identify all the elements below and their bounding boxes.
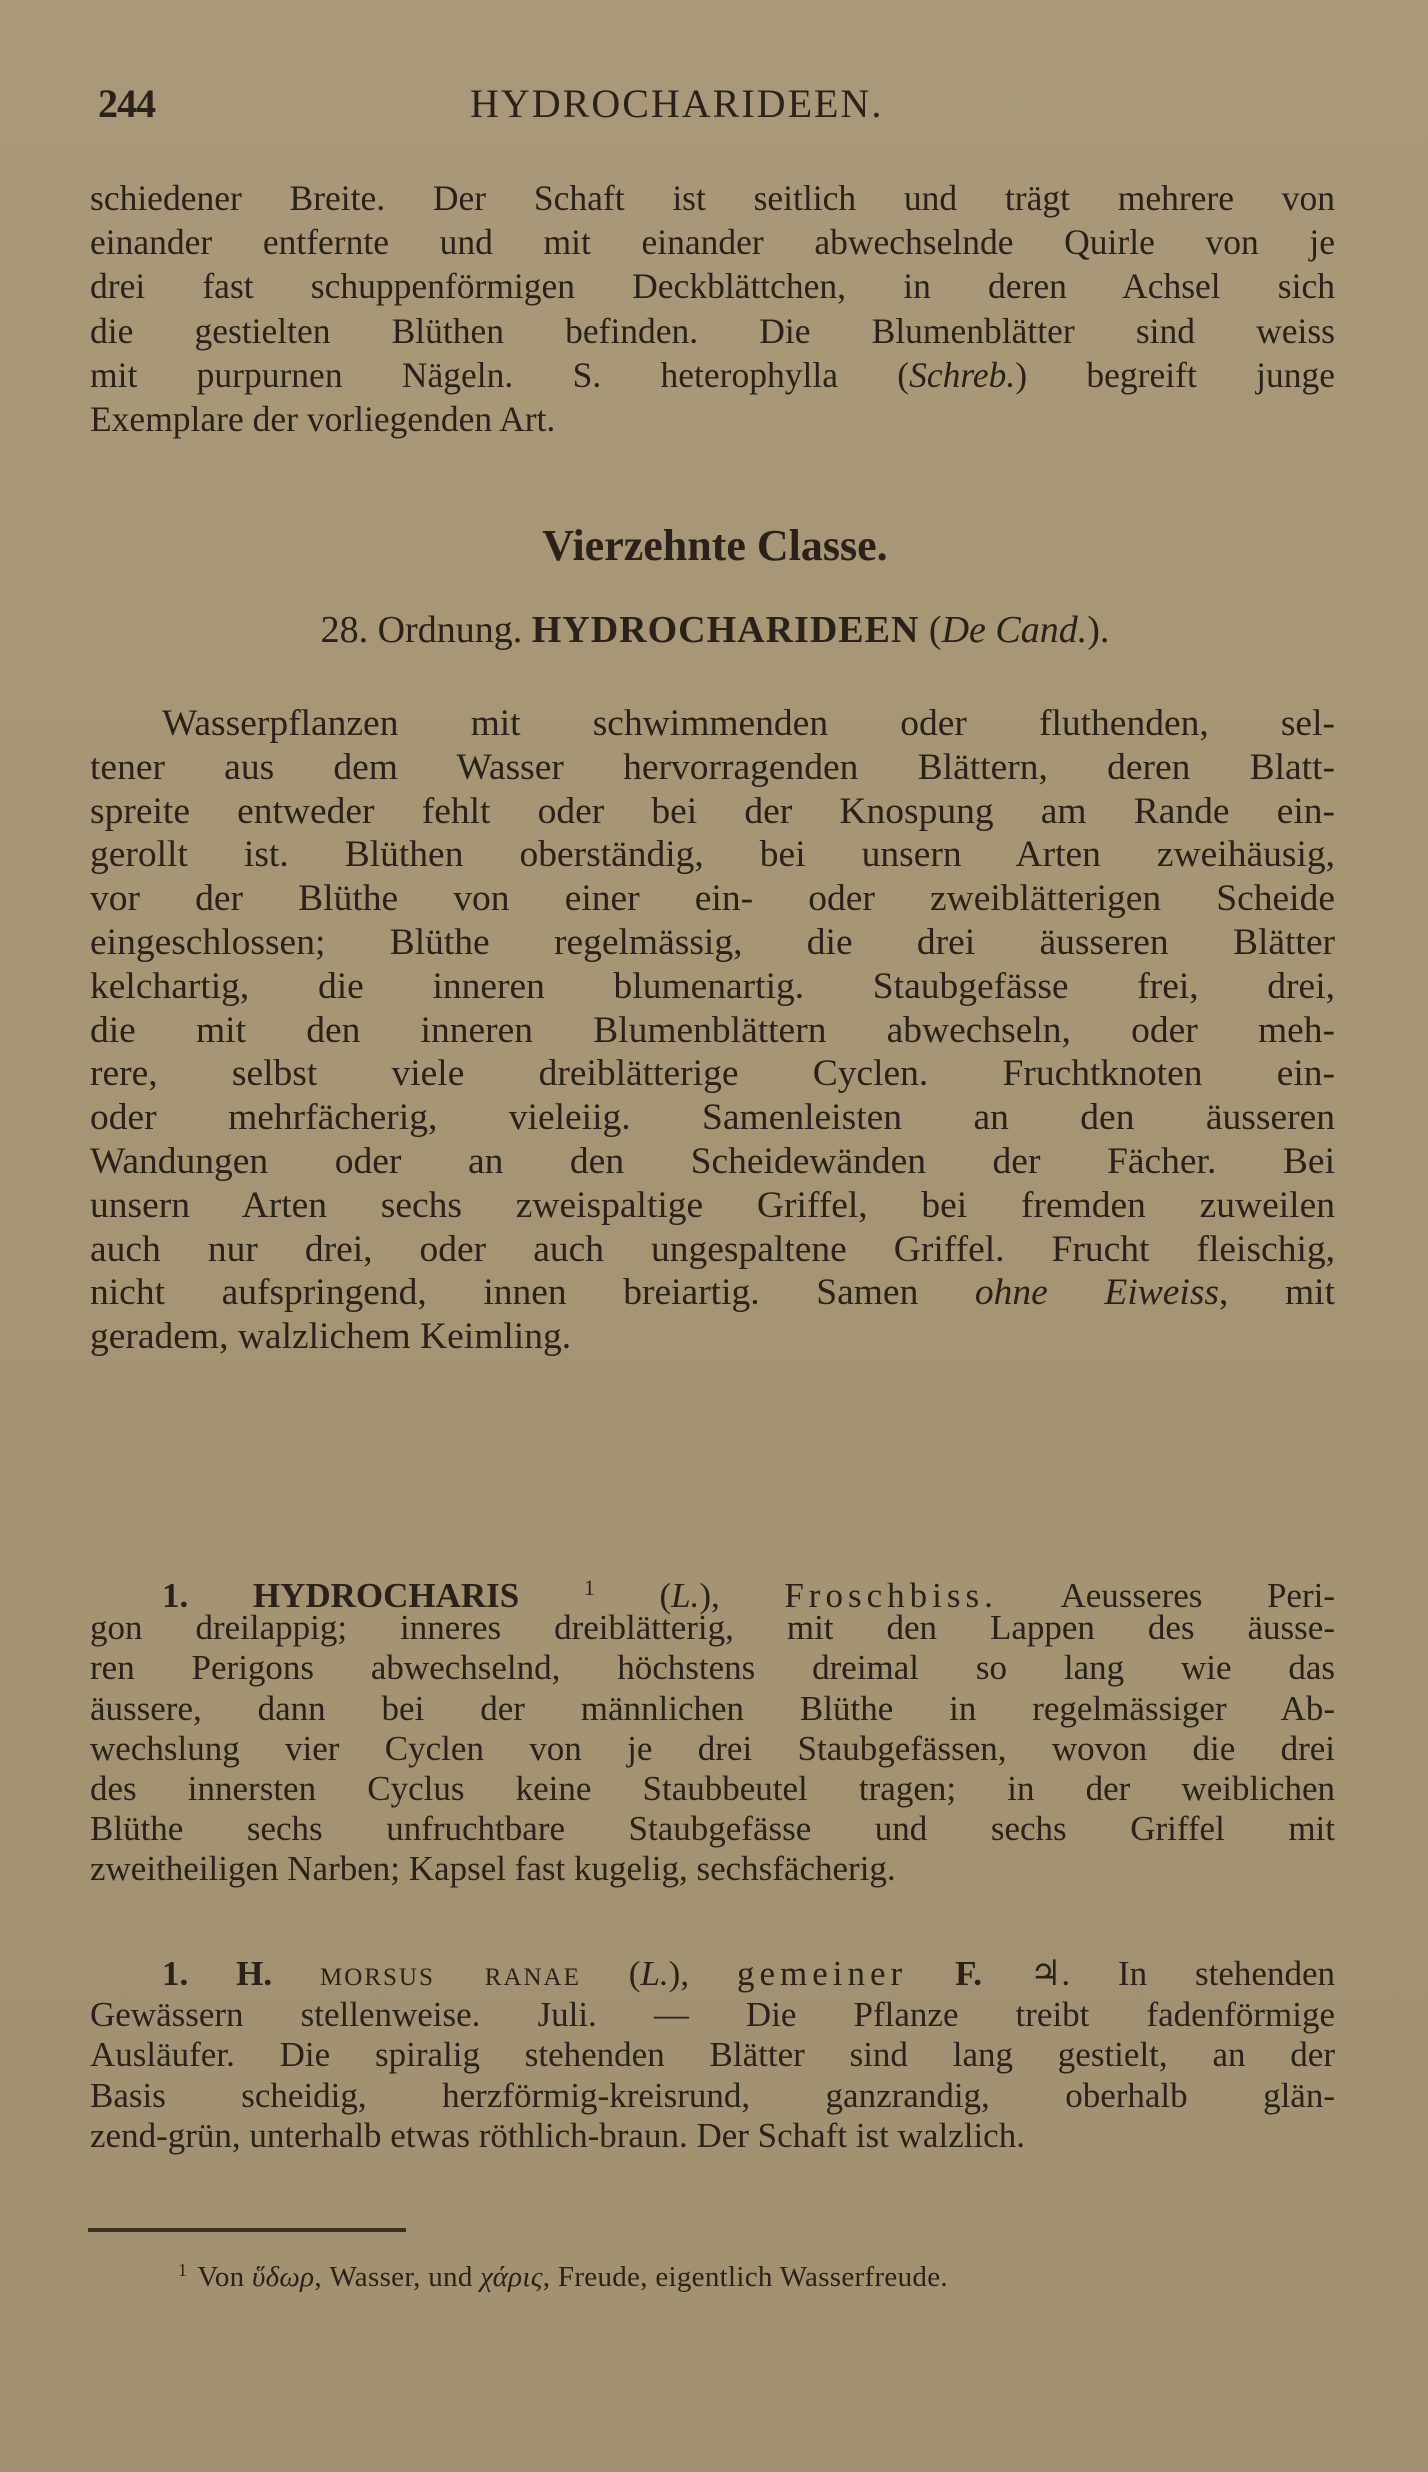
- text-line: äussere, dann bei der männlichen Blüthe in regelmässiger Ab-: [90, 1688, 1335, 1728]
- text-line: Wandungen oder an den Scheidewänden der Fächer. Bei: [90, 1140, 1335, 1182]
- text-line: wechslung vier Cyclen von je drei Staubgefässen, wovon die drei: [90, 1728, 1335, 1768]
- text-line: des innersten Cyclus keine Staubbeutel tragen; in der weiblichen: [90, 1768, 1335, 1808]
- paragraph-continuation: [90, 176, 1335, 441]
- text-line: gerollt ist. Blüthen oberständig, bei unsern Arten zweihäusig,: [90, 834, 1335, 876]
- species-number: 1. H.: [162, 1954, 273, 1993]
- text-line: die mit den inneren Blumenblättern abwechseln, oder meh-: [90, 1009, 1335, 1051]
- species-entry: [90, 1954, 1335, 2157]
- text-line: schiedener Breite. Der Schaft ist seitlich und trägt mehrere von: [90, 178, 1335, 218]
- text-line: drei fast schuppenförmigen Deckblättchen, in deren Achsel sich: [90, 266, 1335, 307]
- genus-author: L.: [671, 1576, 700, 1615]
- footnote-text: , Freude, eigentlich Wasserfreude.: [542, 2261, 948, 2293]
- paren-close: ).: [1087, 609, 1110, 651]
- genus-name: HYDROCHARIS: [252, 1576, 520, 1615]
- species-author: L.: [640, 1954, 669, 1993]
- text-line: auch nur drei, oder auch ungespaltene Griffel. Frucht fleischig,: [90, 1228, 1335, 1270]
- text-line: rere, selbst viele dreiblätterige Cyclen. Fruchtknoten ein-: [90, 1053, 1335, 1095]
- species-common-name: gemeiner: [736, 1954, 908, 1993]
- text-line: zend-grün, unterhalb etwas röthlich-braun. Der Schaft ist walzlich.: [90, 2116, 1025, 2155]
- species-heading-line: [90, 1954, 1335, 1995]
- text-line: tener aus dem Wasser hervorragenden Blättern, deren Blatt-: [90, 746, 1335, 788]
- text-fragment: . In stehenden: [1061, 1954, 1335, 1993]
- class-heading: Vierzehnte Classe.: [542, 521, 888, 570]
- text-fragment: Aeusseres Peri-: [997, 1576, 1336, 1615]
- order-name: HYDROCHARIDEEN: [531, 609, 920, 651]
- text-line: [90, 1271, 1335, 1315]
- paren-open: (: [659, 1576, 672, 1615]
- order-heading: [90, 608, 1340, 652]
- running-title: HYDROCHARIDEEN.: [470, 81, 884, 126]
- text-line: die gestielten Blüthen befinden. Die Blumenblätter sind weiss: [90, 310, 1335, 351]
- paren-open: (: [928, 609, 942, 651]
- text-fragment: mit purpurnen Nägeln. S. heterophylla (: [90, 354, 910, 395]
- text-line: eingeschlossen; Blüthe regelmässig, die drei äusseren Blätter: [90, 921, 1335, 963]
- genus-heading-line: [90, 1568, 1336, 1615]
- text-line: vor der Blüthe von einer ein- oder zweiblätterigen Scheide: [90, 878, 1335, 920]
- order-author: De Cand.: [941, 609, 1088, 651]
- species-name: morsus ranae: [320, 1954, 581, 1993]
- emphasis: ohne Eiweiss: [974, 1272, 1220, 1314]
- footnote: [178, 2260, 948, 2294]
- footnote-text: Von: [197, 2261, 252, 2293]
- running-head: [90, 72, 1340, 132]
- text-line: ren Perigons abwechselnd, höchstens dreimal so lang wie das: [90, 1648, 1335, 1688]
- paren-close: ),: [699, 1576, 720, 1615]
- page-number: 244: [98, 81, 155, 126]
- genus-number: 1.: [162, 1576, 189, 1615]
- text-line: einander entfernte und mit einander abwechselnde Quirle von je: [90, 222, 1335, 263]
- genus-common-name: Froschbiss.: [784, 1576, 998, 1615]
- perennial-symbol-icon: ♃: [1029, 1954, 1062, 1993]
- footnote-reference: 1: [583, 1575, 595, 1600]
- text-fragment: , mit: [1219, 1272, 1335, 1314]
- text-line: Wasserpflanzen mit schwimmenden oder fluthenden, sel-: [162, 703, 1335, 744]
- order-description: [90, 702, 1335, 1359]
- text-line: kelchartig, die inneren blumenartig. Staubgefässe frei, drei,: [90, 965, 1335, 1007]
- text-line: Blüthe sechs unfruchtbare Staubgefässe und sechs Griffel mit: [90, 1809, 1335, 1849]
- paren-open: (: [628, 1954, 641, 1993]
- text-fragment: ) begreift junge: [1015, 354, 1336, 395]
- paren-close: ),: [668, 1954, 690, 1993]
- text-fragment: nicht aufspringend, innen breiartig. Samen: [90, 1272, 975, 1314]
- text-line: unsern Arten sechs zweispaltige Griffel, bei fremden zuweilen: [90, 1184, 1335, 1226]
- text-line: Basis scheidig, herzförmig-kreisrund, ganzrandig, oberhalb glän-: [90, 2075, 1335, 2115]
- genus-entry: [90, 1568, 1335, 1890]
- greek-word: ὕδωρ: [251, 2261, 315, 2293]
- footnote-mark: 1: [178, 2260, 188, 2280]
- text-line: spreite entweder fehlt oder bei der Knospung am Rande ein-: [90, 790, 1335, 832]
- genus-abbreviation: F.: [955, 1954, 983, 1993]
- text-line: Ausläufer. Die spiralig stehenden Blätter sind lang gestielt, an der: [90, 2035, 1335, 2074]
- author-citation: Schreb.: [909, 354, 1016, 395]
- order-number: 28. Ordnung.: [320, 609, 523, 651]
- footnote-text: , Wasser, und: [314, 2261, 481, 2293]
- text-line: [90, 353, 1335, 397]
- text-line: zweitheiligen Narben; Kapsel fast kugelig, sechsfächerig.: [90, 1849, 896, 1889]
- text-line: Exemplare der vorliegenden Art.: [90, 398, 556, 439]
- text-line: gon dreilappig; inneres dreiblätterig, mit den Lappen des äusse-: [90, 1608, 1335, 1648]
- footnote-divider: [88, 2228, 406, 2232]
- text-line: oder mehrfächerig, vieleiig. Samenleisten an den äusseren: [90, 1097, 1335, 1139]
- greek-word: χάρις: [480, 2261, 543, 2293]
- text-line: Gewässern stellenweise. Juli. — Die Pflanze treibt fadenförmige: [90, 1994, 1335, 2034]
- text-line: geradem, walzlichem Keimling.: [90, 1316, 572, 1358]
